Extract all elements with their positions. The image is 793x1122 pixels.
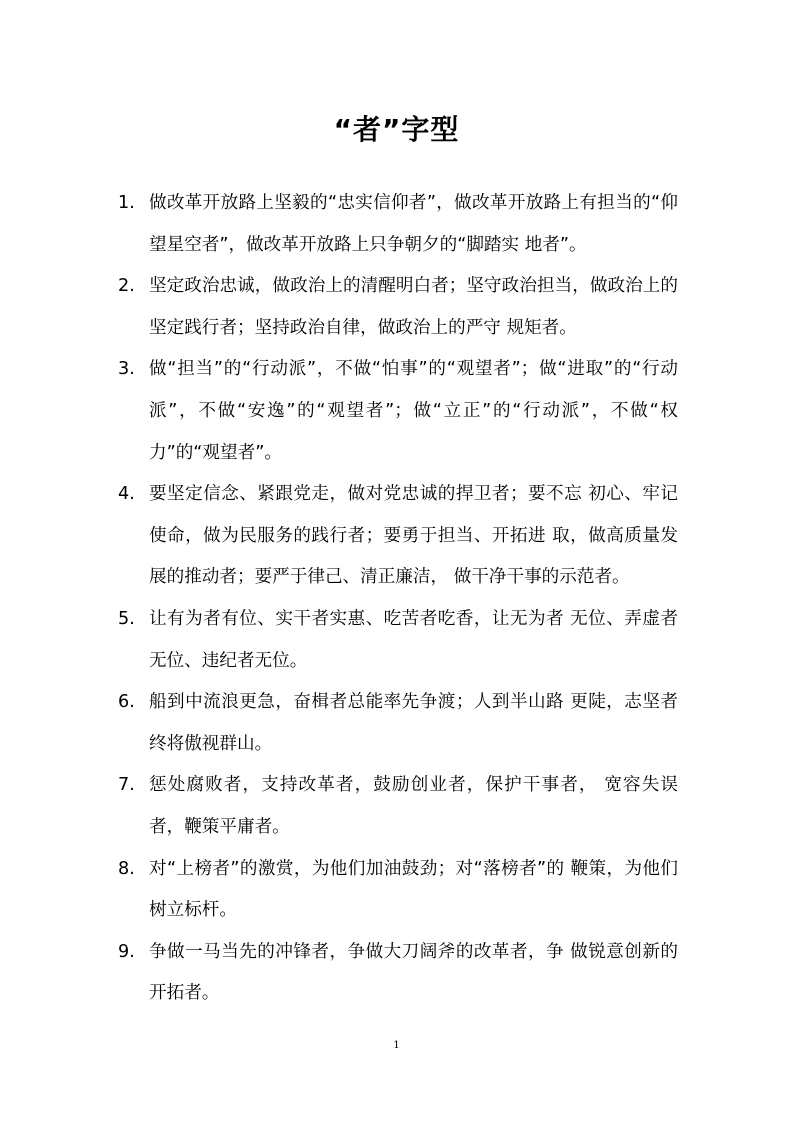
phrase-list — [118, 183, 678, 1015]
item-number: 8. — [118, 858, 135, 879]
item-text: 做改革开放路上坚毅的“忠实信仰者”，做改革开放路上有担当的“仰望星空者”，做改革开放路上只争朝夕的“脚踏实 地者”。 — [149, 193, 678, 255]
item-text: 坚定政治忠诚，做政治上的清醒明白者；坚守政治担当，做政治上的坚定践行者；坚持政治自律，做政治上的严守 规矩者。 — [149, 276, 678, 338]
item-number: 2. — [118, 276, 135, 297]
item-text: 要坚定信念、紧跟党走，做对党忠诚的捍卫者；要不忘 初心、牢记使命，做为民服务的践行者；要勇于担当、开拓进 取，做高质量发展的推动者；要严于律己、清正廉洁， 做干净干事的示范者。 — [149, 484, 678, 588]
list-item — [118, 474, 678, 599]
item-number: 5. — [118, 608, 135, 629]
item-number: 3. — [118, 359, 135, 380]
item-text: 对“上榜者”的激赏，为他们加油鼓劲；对“落榜者”的 鞭策，为他们树立标杆。 — [149, 858, 678, 921]
list-item — [118, 599, 678, 682]
document-title: “者”字型 — [333, 113, 460, 146]
list-item — [118, 183, 678, 266]
item-text: 让有为者有位、实干者实惠、吃苦者吃香，让无为者 无位、弄虚者无位、违纪者无位。 — [149, 608, 678, 671]
item-number: 7. — [118, 775, 135, 796]
item-number: 9. — [118, 941, 135, 962]
item-text: 惩处腐败者，支持改革者，鼓励创业者，保护干事者， 宽容失误者，鞭策平庸者。 — [149, 775, 678, 837]
item-number: 4. — [118, 484, 135, 505]
item-number: 1. — [118, 193, 135, 213]
item-text: 做“担当”的“行动派”，不做“怕事”的“观望者”；做“进取”的“行动派”，不做“安逸”的“观望者”；做“立正”的“行动派”，不做“权力”的“观望者”。 — [149, 359, 678, 463]
item-number: 6. — [118, 692, 135, 713]
list-item — [118, 849, 678, 932]
item-text: 船到中流浪更急，奋楫者总能率先争渡；人到半山路 更陡，志坚者终将傲视群山。 — [149, 692, 678, 754]
list-item — [118, 932, 678, 1015]
page-number: 1 — [393, 1040, 400, 1051]
list-item — [118, 765, 678, 848]
list-item — [118, 682, 678, 765]
list-item — [118, 349, 678, 474]
item-text: 争做一马当先的冲锋者，争做大刀阔斧的改革者，争 做锐意创新的开拓者。 — [149, 941, 678, 1004]
list-item — [118, 266, 678, 349]
